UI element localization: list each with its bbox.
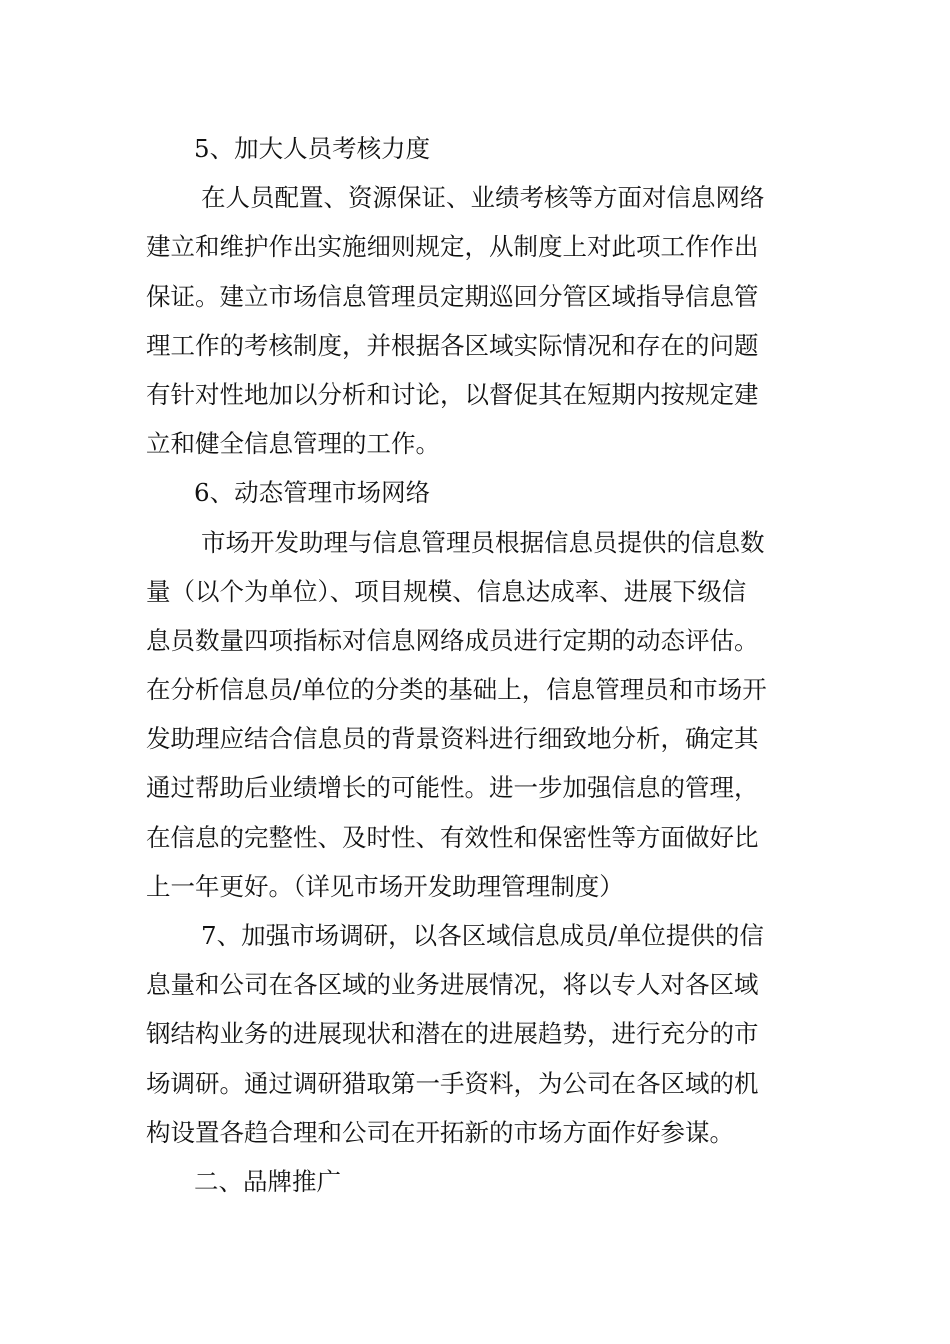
- paragraph-line: 量（以个为单位）、项目规模、信息达成率、进展下级信: [146, 576, 747, 606]
- section-heading-6: 6、动态管理市场网络: [194, 478, 431, 508]
- paragraph-line: 息员数量四项指标对信息网络成员进行定期的动态评估。: [146, 625, 759, 655]
- paragraph-line: 息量和公司在各区域的业务进展情况，将以专人对各区域: [146, 970, 759, 1000]
- paragraph-line: 建立和维护作出实施细则规定，从制度上对此项工作作出: [146, 232, 759, 262]
- document-body: [146, 124, 806, 1206]
- paragraph-line: 市场开发助理与信息管理员根据信息员提供的信息数: [201, 527, 765, 557]
- paragraph-line: 理工作的考核制度，并根据各区域实际情况和存在的问题: [146, 330, 759, 360]
- paragraph-line: 在人员配置、资源保证、业绩考核等方面对信息网络: [201, 183, 765, 213]
- section-paragraph-7: 7、加强市场调研，以各区域信息成员/单位提供的信: [201, 921, 764, 950]
- paragraph-line: 上一年更好。（详见市场开发助理管理制度）: [146, 871, 624, 901]
- paragraph-line: 场调研。通过调研猎取第一手资料，为公司在各区域的机: [146, 1068, 759, 1098]
- paragraph-line: 在分析信息员/单位的分类的基础上，信息管理员和市场开: [146, 675, 767, 705]
- section-heading-5: 5、加大人员考核力度: [194, 134, 431, 163]
- paragraph-line: 立和健全信息管理的工作。: [146, 429, 440, 459]
- paragraph-line: 有针对性地加以分析和讨论，以督促其在短期内按规定建: [146, 379, 759, 409]
- paragraph-line: 通过帮助后业绩增长的可能性。进一步加强信息的管理，: [146, 773, 759, 803]
- paragraph-line: 在信息的完整性、及时性、有效性和保密性等方面做好比: [146, 822, 759, 852]
- paragraph-line: 保证。建立市场信息管理员定期巡回分管区域指导信息管: [146, 281, 759, 311]
- paragraph-line: 发助理应结合信息员的背景资料进行细致地分析，确定其: [146, 724, 759, 754]
- paragraph-line: 构设置各趋合理和公司在开拓新的市场方面作好参谋。: [146, 1117, 734, 1147]
- paragraph-line: 钢结构业务的进展现状和潜在的进展趋势，进行充分的市: [146, 1019, 759, 1049]
- section-heading-brand: 二、品牌推广: [194, 1166, 341, 1196]
